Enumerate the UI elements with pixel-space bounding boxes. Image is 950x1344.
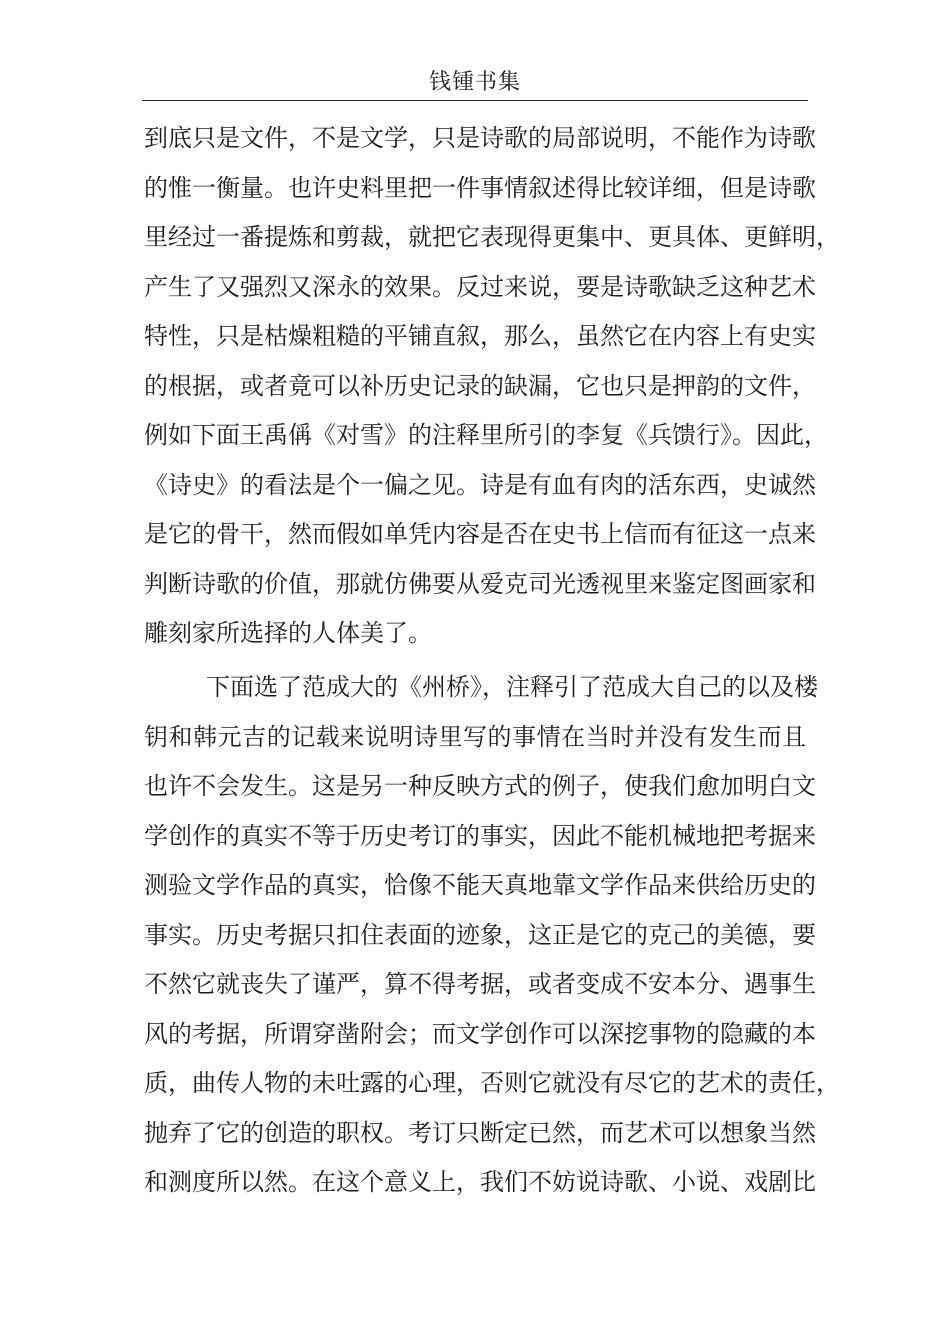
- text-line: 里经过一番提炼和剪裁，就把它表现得更集中、更具体、更鲜明，: [144, 223, 840, 251]
- text-line: 风的考据，所谓穿凿附会；而文学创作可以深挖事物的隐藏的本: [144, 1019, 816, 1048]
- text-line: 质，曲传人物的未吐露的心理，否则它就没有尽它的艺术的责任，: [144, 1069, 840, 1097]
- text-line: 也许不会发生。这是另一种反映方式的例子，使我们愈加明白文: [144, 772, 816, 800]
- text-line: 雕刻家所选择的人体美了。: [144, 619, 432, 647]
- text-line: 钥和韩元吉的记载来说明诗里写的事情在当时并没有发生而且: [144, 722, 806, 751]
- text-line: 例如下面王禹偁《对雪》的注释里所引的李复《兵馈行》。因此，: [144, 421, 828, 449]
- text-line: 判断诗歌的价值，那就仿佛要从爱克司光透视里来鉴定图画家和: [144, 569, 816, 598]
- text-line: 下面选了范成大的《州桥》，注释引了范成大自己的以及楼: [206, 673, 818, 701]
- text-line: 的根据，或者竟可以补历史记录的缺漏，它也只是押韵的文件，: [144, 371, 816, 400]
- header-rule: [142, 100, 808, 101]
- running-header: 钱锺书集: [428, 70, 521, 95]
- text-line: 产生了又强烈又深永的效果。反过来说，要是诗歌缺乏这种艺术: [144, 272, 816, 301]
- text-line: 是它的骨干，然而假如单凭内容是否在史书上信而有征这一点来: [144, 520, 816, 548]
- text-line: 到底只是文件，不是文学，只是诗歌的局部说明，不能作为诗歌: [144, 124, 816, 152]
- text-line: 的惟一衡量。也许史料里把一件事情叙述得比较详细，但是诗歌: [144, 173, 816, 202]
- text-line: 和测度所以然。在这个意义上，我们不妨说诗歌、小说、戏剧比: [144, 1168, 816, 1196]
- text-line: 抛弃了它的创造的职权。考订只断定已然，而艺术可以想象当然: [144, 1118, 816, 1147]
- text-line: 学创作的真实不等于历史考订的事实，因此不能机械地把考据来: [144, 821, 816, 850]
- text-line: 特性，只是枯燥粗糙的平铺直叙，那么，虽然它在内容上有史实: [144, 322, 816, 350]
- text-line: 《诗史》的看法是个一偏之见。诗是有血有肉的活东西，史诚然: [144, 470, 816, 499]
- text-line: 事实。历史考据只扣住表面的迹象，这正是它的克己的美德，要: [144, 920, 816, 949]
- text-line: 不然它就丧失了谨严，算不得考据，或者变成不安本分、遇事生: [144, 970, 816, 998]
- text-line: 测验文学作品的真实，恰像不能天真地靠文学作品来供给历史的: [144, 871, 816, 899]
